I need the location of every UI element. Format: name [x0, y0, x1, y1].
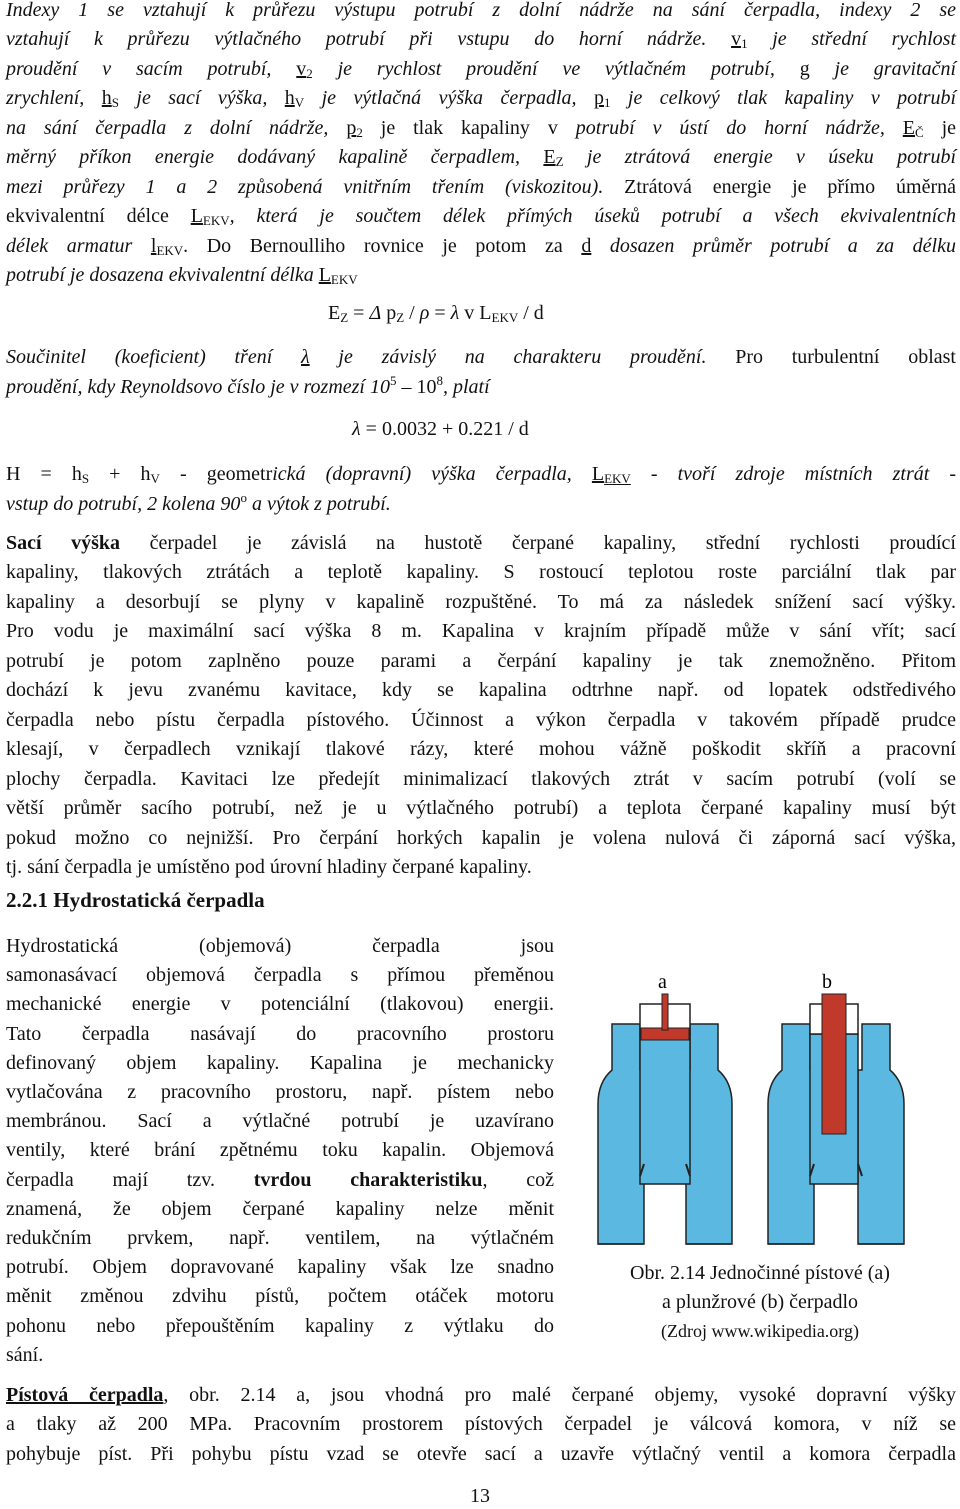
text-line: sání. [6, 1343, 44, 1366]
figure-label-b: b [822, 971, 832, 993]
text-line: potrubí. Objem dopravované kapaliny však lze snadno [6, 1256, 554, 1279]
text-line: znamená, že objem čerpané kapaliny nelze měnit [6, 1197, 554, 1220]
text-line: na sání čerpadla z dolní nádrže, $p_2$ je tlak kapaliny v potrubí v ústí do horní nádrže, $E_Č$ je [6, 117, 957, 140]
text-line: zrychlení, $h_S$ je sací výška, $h_V$ je výtlačná výška čerpadla, $p_1$ je celkový tlak kapaliny v potrubí [6, 87, 957, 110]
text-line: pohybuje píst. Při pohybu pístu vzad se otevře sací a uzavře výtlačný ventil a komora čerpadla [6, 1443, 956, 1465]
text-line: měrný příkon energie dodávaný kapalině čerpadlem, $E_Z$ je ztrátová energie v úseku potrubí [6, 146, 957, 169]
pump-diagram [582, 964, 942, 1250]
text-line: a tlaky až 200 MPa. Pracovním prostorem pístových čerpadel je válcová komora, v níž se [6, 1413, 956, 1435]
figure-label-a: a [658, 971, 667, 993]
text-line: potrubí je potom zaplněno pouze parami a čerpání kapaliny je tak znemožněno. Přitom [6, 650, 956, 672]
text-line: mechanické energie v potenciální (tlakovou) energii. [6, 993, 554, 1016]
plunger-pump-b [768, 994, 904, 1244]
formula-lambda: λ = 0.0032 + 0.221 / d [352, 418, 529, 440]
text-line: délek armatur $l_{EKV}$. Do Bernoulliho rovnice je potom za d dosazen průměr potrubí a za délku [6, 235, 956, 258]
text-line: ekvivalentní délce $L_{EKV}$, která je součtem délek přímých úseků potrubí a všech ekvivalentních [6, 205, 957, 228]
text-line: redukčním prvkem, např. ventilem, na výtlačném [6, 1227, 554, 1250]
text-line: ventily, které brání zpětnému toku kapalin. Objemová [6, 1139, 554, 1162]
text-line: dochází k jevu zvanému kavitace, kdy se kapalina odtrhne např. od lopatek odstředivého [6, 679, 956, 701]
text-line: membránou. Sací a výtlačné potrubí je uzavírano [6, 1110, 554, 1133]
text-line: Pro vodu je maximální sací výška 8 m. Kapalina v krajním případě může v sání vřít; sací [6, 620, 956, 642]
text-line: Indexy 1 se vztahují k průřezu výstupu potrubí z dolní nádrže na sání čerpadla, indexy 2 se [6, 0, 956, 21]
section-heading: 2.2.1 Hydrostatická čerpadla [6, 888, 265, 912]
text-line: měnit změnou zdvihu pístů, počtem otáček motoru [6, 1285, 554, 1308]
text-line: Součinitel (koeficient) tření λ je závislý na charakteru proudění. Pro turbulentní oblast [6, 346, 956, 368]
text-line: Tato čerpadla nasávají do pracovního prostoru [6, 1022, 554, 1045]
text-line: plochy čerpadla. Kavitaci lze předejít minimalizací tlakových ztrát v sacím potrubí (volí se [6, 768, 956, 790]
text-line: Hydrostatická (objemová) čerpadla jsou [6, 935, 554, 957]
text-line: čerpadla mají tzv. tvrdou charakteristiku, což [6, 1168, 554, 1191]
text-line: kapaliny a desorbují se plyny v kapalině rozpuštěné. To má za následek snížení sací výšky. [6, 591, 956, 613]
text-line: vstup do potrubí, 2 kolena 90$^o$ a výtok z potrubí. [6, 490, 391, 515]
text-line: tj. sání čerpadla je umístěno pod úrovní hladiny čerpané kapaliny. [6, 856, 532, 878]
text-line: Sací výška čerpadel je závislá na hustotě čerpané kapaliny, střední rychlosti proudící [6, 532, 956, 554]
text-line: kapaliny, tlakových ztrátách a teplotě kapaliny. S rostoucí teplotou roste parciální tlak par [6, 561, 956, 583]
figure-caption [580, 1259, 940, 1346]
caption-line: a plunžrové (b) čerpadlo [661, 1291, 858, 1313]
text-line: pokud možno co nejnižší. Pro čerpání horkých kapalin je volena nulová či záporná sací výška, [6, 827, 956, 849]
text-line: čerpadla nebo pístu čerpadla pístového. Účinnost a výkon čerpadla v takovém případě prudce [6, 709, 956, 731]
paragraph-hydrostatic [6, 932, 554, 1370]
text-line: $H = h_S + h_V$ - geometrická (dopravní) výška čerpadla, $L_{EKV}$ - tvoří zdroje místních ztrát - [6, 463, 957, 486]
caption-line: Obr. 2.14 Jednočinné pístové (a) [630, 1262, 890, 1284]
text-line: proudění v sacím potrubí, $v_2$ je rychlost proudění ve výtlačném potrubí, g je gravitační [6, 58, 957, 81]
text-line: proudění, kdy Reynoldsovo číslo je v rozmezí $10^5 - 10^8$, platí [6, 373, 490, 398]
caption-source: (Zdroj www.wikipedia.org) [661, 1321, 859, 1341]
formula-energy-loss: $E_Z = \Delta$ $p_Z / \rho = \lambda$ v $L_{EKV}$ / d [328, 302, 544, 325]
text-line: Pístová čerpadla, obr. 2.14 a, jsou vhodná pro malé čerpané objemy, vysoké dopravní výšky [6, 1384, 956, 1406]
text-line: samonasávací objemová čerpadla s přímou přeměnou [6, 964, 554, 987]
text-line: pohonu nebo přepouštěním kapaliny z výtlaku do [6, 1314, 554, 1337]
text-line: potrubí je dosazena ekvivalentní délka $L_{EKV}$ [6, 264, 358, 287]
page-number: 13 [470, 1485, 490, 1507]
text-line: definovaný objem kapaliny. Kapalina je mechanicky [6, 1051, 554, 1074]
text-line: vytlačována z pracovního prostoru, např. pístem nebo [6, 1081, 554, 1104]
text-line: vztahují k průřezu výtlačného potrubí při vstupu do horní nádrže. $v_1$ je střední rychlost [6, 28, 957, 51]
pump-figure [582, 964, 942, 1256]
text-line: mezi průřezy 1 a 2 způsobená vnitřním třením (viskozitou). Ztrátová energie je přímo úměrná [6, 176, 956, 198]
text-line: větší průměr sacího potrubí, než je u výtlačného potrubí) a teplota čerpané kapaliny musí být [6, 797, 956, 819]
piston-pump-a [598, 994, 732, 1244]
text-line: klesají, v čerpadlech vznikají tlakové rázy, které mohou vážně poškodit skříň a pracovní [6, 738, 956, 760]
